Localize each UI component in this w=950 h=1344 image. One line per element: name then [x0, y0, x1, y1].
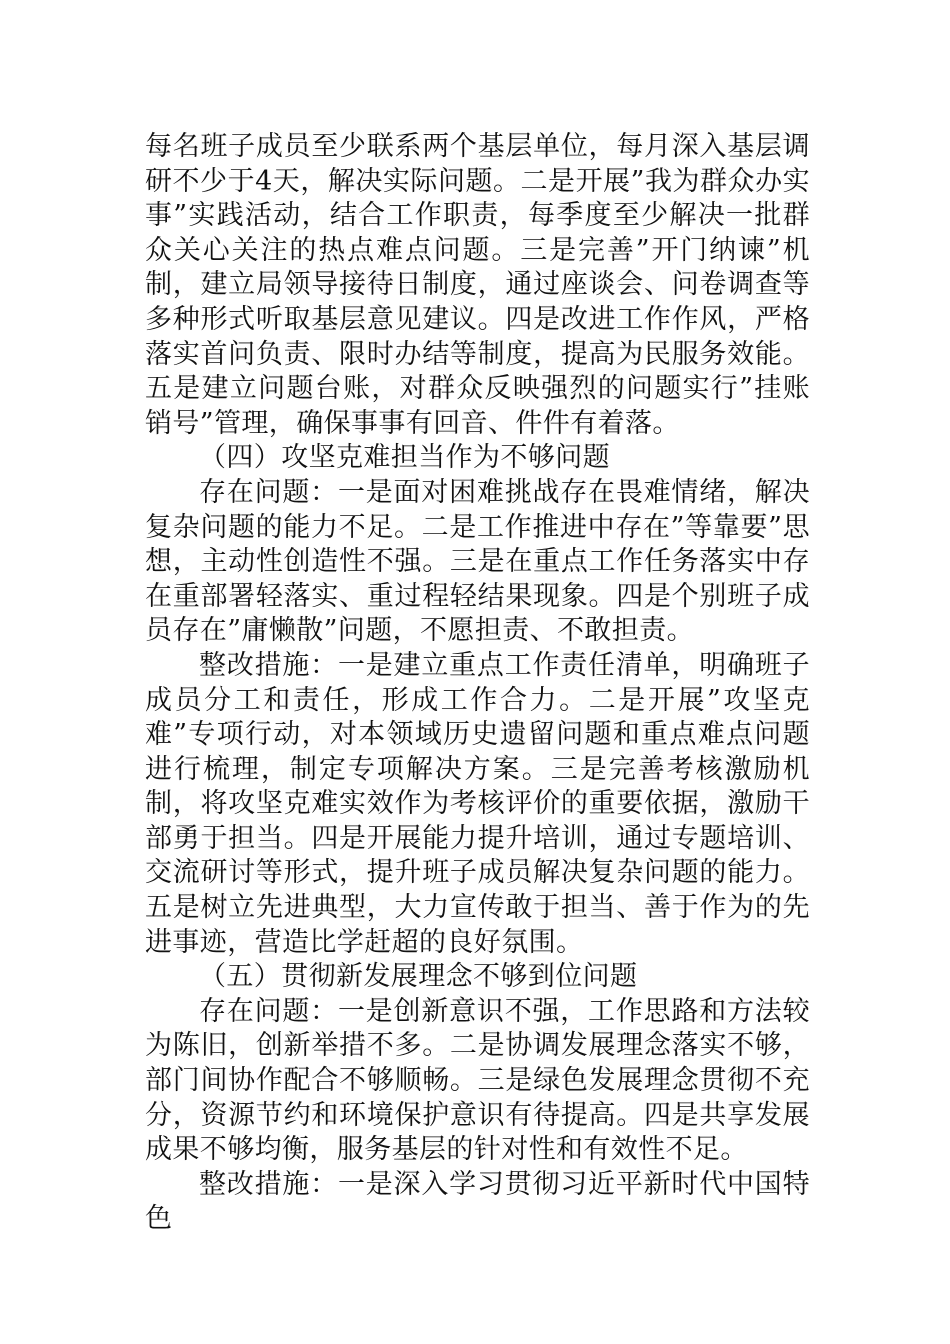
paragraph-continued: 每名班子成员至少联系两个基层单位，每月深入基层调研不少于4天，解决实际问题。二是开展”我为群众办实事”实践活动，结合工作职责，每季度至少解决一批群众关心关注的热点难点问题。三是完善”开门纳谏”机制，建立局领导接待日制度，通过座谈会、问卷调查等多种形式听取基层意见建议。四是改进工作作风，严格落实首问负责、限时办结等制度，提高为民服务效能。五是建立问题台账，对群众反映强烈的问题实行”挂账销号”管理，确保事事有回音、件件有着落。 [145, 131, 810, 439]
section-heading-five: （五）贯彻新发展理念不够到位问题 [199, 961, 638, 993]
paragraph-rectification-measures-five: 整改措施：一是深入学习贯彻习近平新时代中国特色 [145, 1168, 810, 1235]
paragraph-existing-problems-four: 存在问题：一是面对困难挑战存在畏难情绪，解决复杂问题的能力不足。二是工作推进中存在”等靠要”思想，主动性创造性不强。三是在重点工作任务落实中存在重部署轻落实、重过程轻结果现象。四是个别班子成员存在”庸懒散”问题，不愿担责、不敢担责。 [145, 476, 810, 647]
section-heading-four: （四）攻坚克难担当作为不够问题 [199, 442, 610, 474]
paragraph-rectification-measures-four: 整改措施：一是建立重点工作责任清单，明确班子成员分工和责任，形成工作合力。二是开展”攻坚克难”专项行动，对本领域历史遗留问题和重点难点问题进行梳理，制定专项解决方案。三是完善考核激励机制，将攻坚克难实效作为考核评价的重要依据，激励干部勇于担当。四是开展能力提升培训，通过专题培训、交流研讨等形式，提升班子成员解决复杂问题的能力。五是树立先进典型，大力宣传敢于担当、善于作为的先进事迹，营造比学赶超的良好氛围。 [145, 649, 810, 958]
paragraph-existing-problems-five: 存在问题：一是创新意识不强，工作思路和方法较为陈旧，创新举措不多。二是协调发展理念落实不够，部门间协作配合不够顺畅。三是绿色发展理念贯彻不充分，资源节约和环境保护意识有待提高。四是共享发展成果不够均衡，服务基层的针对性和有效性不足。 [145, 995, 810, 1166]
document-page [145, 130, 810, 1237]
